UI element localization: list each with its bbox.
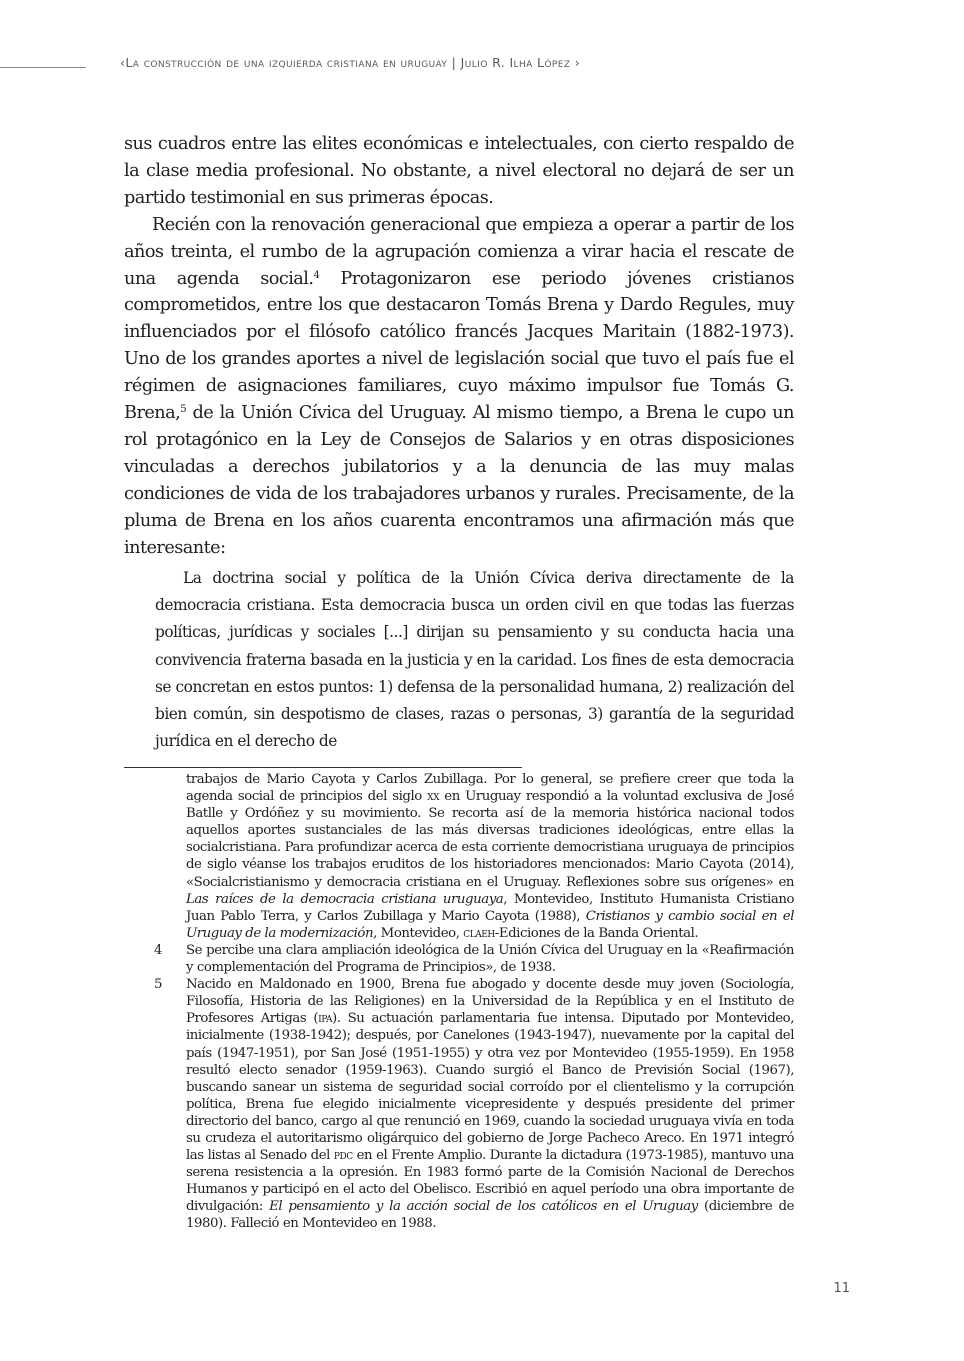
fn5-pdc: pdc [333,1148,353,1164]
header-rule [0,67,86,68]
running-head-title: La construcción de una izquierda cristiana en uruguay [125,55,448,70]
fn-cont-century: xx [427,789,440,805]
footnote-5-number: 5 [154,977,163,993]
running-head-author: Julio R. Ilha López [460,55,571,70]
fn5-title: El pensamiento y la acción social de los católicos en el Uruguay [269,1199,698,1215]
fn-cont-b: en Uruguay respondió a la voluntad exclusiva de José Batlle y Ordóñez y su movimiento. Se recorta así de la memoria histórica nacional todos aquellos aportes sustanciales de las más diversas tradiciones ideológicas, entre ellas la socialcristiana. Para profundizar acerca de esta corriente democristiana uruguaya de principios de siglo véanse los trabajos eruditos de los historiadores mencionados: Mario Cayota (2014), «Socialcristianismo y democracia cristiana en el Uruguay. Reflexiones sobre sus orígenes» en [186,789,795,890]
paragraph-2 [124,212,794,562]
fn5-ipa: ipa [318,1011,333,1027]
running-head-close: › [570,55,581,70]
fn5-a: Nacido en Maldonado en 1900, Brena fue abogado y docente desde muy joven (Sociología, Filosofía, Historia de las Religiones) en la Universidad de la República y en el Instituto de Profesores Artigas ( [186,977,794,1027]
fn-cont-title-1: Las raíces de la democracia cristiana uruguaya [186,891,504,907]
footnote-ref-4[interactable]: 4 [313,269,320,281]
footnote-continued-text [186,771,794,942]
fn-cont-c: , Montevideo, Instituto Humanista Cristiano Juan Pablo Terra, y Carlos Zubillaga y Mario Cayota (1988), [186,891,795,924]
fn-cont-claeh: claeh [463,925,495,941]
running-head [120,55,680,70]
paragraph-2-part-a: Recién con la renovación generacional que empieza a operar a partir de los años treinta, el rumbo de la agrupación comienza a virar hacia el rescate de una agenda social. [124,214,794,289]
paragraph-2-part-b: Protagonizaron ese periodo jóvenes cristianos comprometidos, entre los que destacaron Tomás Brena y Dardo Regules, muy influenciados por el filósofo católico francés Jacques Maritain (1882-1973). Uno de los grandes aportes a nivel de legislación social que tuvo el país fue el régimen de asignaciones familiares, cuyo máximo impulsor fue Tomás G. Brena, [124,268,794,424]
footnote-4-text: Se percibe una clara ampliación ideológica de la Unión Cívica del Uruguay en la «Reafirmación y complementación del Programa de Principios», de 1938. [186,942,794,976]
fn-cont-a: trabajos de Mario Cayota y Carlos Zubillaga. Por lo general, se prefiere creer que toda la agenda social de principios del siglo [186,772,794,805]
fn-cont-d: , Montevideo, [373,925,464,941]
footnote-4-number: 4 [154,942,163,958]
footnote-continued [124,771,794,942]
body-text [124,131,794,562]
footnote-rule [124,767,522,768]
paragraph-2-part-c: de la Unión Cívica del Uruguay. Al mismo tiempo, a Brena le cupo un rol protagónico en la Ley de Consejos de Salarios y en otras disposiciones vinculadas a derechos jubilatorios y a la denuncia de las muy malas condiciones de vida de los trabajadores urbanos y rurales. Precisamente, de la pluma de Brena en los años cuarenta encontramos una afirmación más que interesante: [124,403,794,558]
running-head-separator: | [447,55,461,70]
footnote-4 [124,942,794,976]
paragraph-1: sus cuadros entre las elites económicas e intelectuales, con cierto respaldo de la clase media profesional. No obstante, a nivel electoral no dejará de ser un partido testimonial en sus primeras épocas. [124,134,794,208]
fn-cont-title-2: Cristianos y cambio social en el Uruguay de la modernización [186,908,794,941]
footnote-5 [124,976,794,1232]
footnote-ref-5[interactable]: 5 [180,404,186,416]
block-quote-text: La doctrina social y política de la Unión Cívica deriva directamente de la democracia cristiana. Esta democracia busca un orden civil en que todas las fuerzas políticas, jurídicas y sociales [...] dirijan su pensamiento y su conducta hacia una convivencia fraterna basada en la justicia y en la caridad. Los fines de esta democracia se concretan en estos puntos: 1) defensa de la personalidad humana, 2) realización del bien común, sin despotismo de clases, razas o personas, 3) garantía de la seguridad jurídica en el derecho de [155,569,794,751]
fn5-d: (diciembre de 1980). Falleció en Montevideo en 1988. [186,1199,794,1232]
fn5-c: en el Frente Amplio. Durante la dictadura (1973-1985), mantuvo una serena resistencia a la opresión. En 1983 formó parte de la Comisión Nacional de Derechos Humanos y participó en el acto del Obelisco. Escribió en aquel período una obra importante de divulgación: [186,1148,794,1215]
running-head-open: ‹ [120,55,126,70]
page-number: 11 [833,1281,850,1296]
footnotes [124,771,794,1233]
fn-cont-e: -Ediciones de la Banda Oriental. [494,925,699,941]
fn5-b: ). Su actuación parlamentaria fue intensa. Diputado por Montevideo, inicialmente (1938-1942); después, por Canelones (1943-1947), nuevamente por la capital del país (1947-1951), por San José (1951-1955) y otra vez por Montevideo (1955-1959). En 1958 resultó electo senador (1959-1963). Cuando surgió el Banco de Previsión Social (1967), buscando sanear un sistema de seguridad social corroído por el clientelismo y la corrupción política, Brena fue elegido inicialmente vicepresidente y después presidente del primer directorio del banco, cargo al que renunció en 1969, cuando la sociedad uruguaya vivía en toda su crudeza el autoritarismo oligárquico del gobierno de Jorge Pacheco Areco. En 1971 integró las listas al Senado del [186,1011,795,1164]
block-quote [155,565,794,755]
